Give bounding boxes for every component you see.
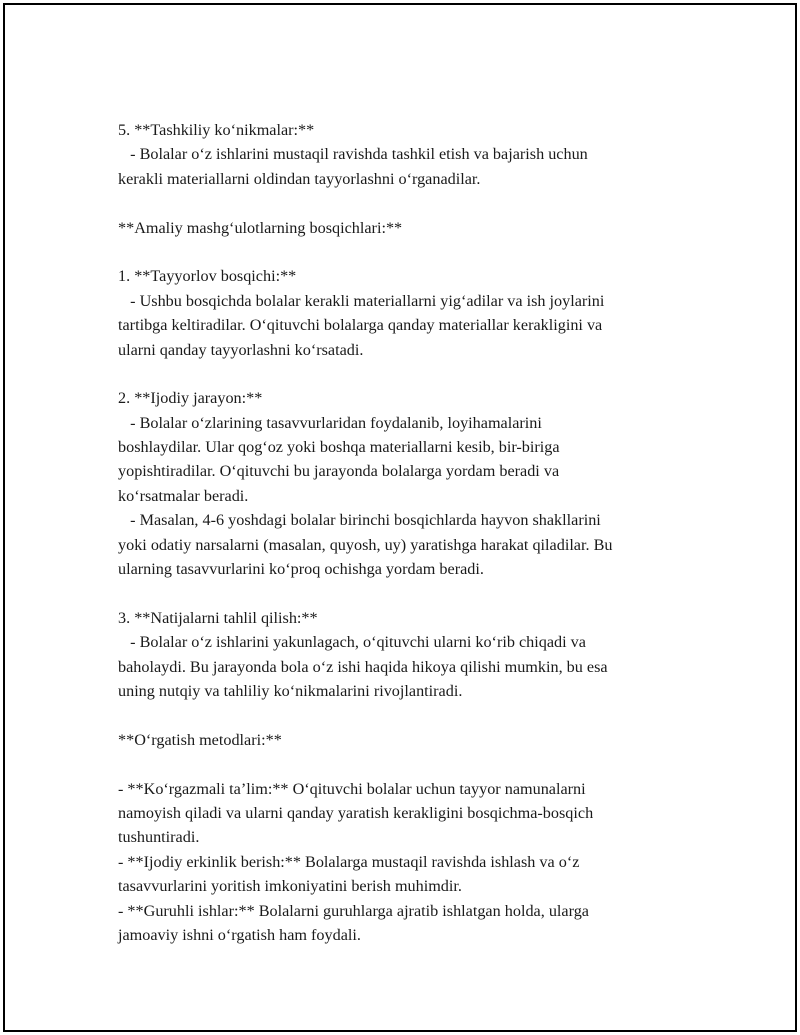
text-line: - **Ko‘rgazmali ta’lim:** O‘qituvchi bolalar uchun tayyor namunalarni (118, 779, 586, 798)
text-line: 5. **Tashkiliy ko‘nikmalar:** (118, 121, 315, 139)
text-block (118, 264, 698, 362)
text-line: uning nutqiy va tahliliy ko‘nikmalarini rivojlantiradi. (118, 681, 463, 700)
text-line: boshlaydilar. Ular qog‘oz yoki boshqa materiallarni kesib, bir-biriga (118, 438, 560, 457)
text-line: - Bolalar o‘zlarining tasavvurlaridan foydalanib, loyihamalarini (118, 413, 542, 432)
text-block (118, 606, 698, 704)
text-line: yoki odatiy narsalarni (masalan, quyosh, uy) yaratishga harakat qiladilar. Bu (118, 535, 613, 554)
text-line: **O‘rgatish metodlari:** (118, 730, 282, 749)
paragraph-gap (118, 581, 698, 605)
text-line: baholaydi. Bu jarayonda bola o‘z ishi haqida hikoya qilishi mumkin, bu esa (118, 657, 608, 676)
text-block (118, 386, 698, 581)
text-line: ularni qanday tayyorlashni ko‘rsatadi. (118, 340, 364, 359)
text-block (118, 777, 698, 948)
text-line: tushuntiradi. (118, 828, 200, 847)
text-line: - Bolalar o‘z ishlarini mustaqil ravishda tashkil etish va bajarish uchun (118, 145, 588, 164)
paragraph-gap (118, 752, 698, 776)
text-line: - **Ijodiy erkinlik berish:** Bolalarga mustaqil ravishda ishlash va o‘z (118, 852, 580, 871)
text-line: namoyish qiladi va ularni qanday yaratish kerakligini bosqichma-bosqich (118, 803, 594, 822)
text-block (118, 216, 698, 240)
paragraph-gap (118, 703, 698, 727)
text-line: 2. **Ijodiy jarayon:** (118, 389, 263, 408)
text-line: **Amaliy mashg‘ulotlarning bosqichlari:** (118, 218, 403, 237)
text-line: - **Guruhli ishlar:** Bolalarni guruhlarga ajratib ishlatgan holda, ularga (118, 901, 589, 920)
text-line: tartibga keltiradilar. O‘qituvchi bolalarga qanday materiallar kerakligini va (118, 316, 603, 335)
text-line: yopishtiradilar. O‘qituvchi bu jarayonda bolalarga yordam beradi va (118, 462, 560, 481)
paragraph-gap (118, 240, 698, 264)
text-line: kerakli materiallarni oldindan tayyorlashni o‘rganadilar. (118, 169, 481, 188)
paragraph-gap (118, 191, 698, 215)
text-line: - Masalan, 4-6 yoshdagi bolalar birinchi bosqichlarda hayvon shakllarini (118, 511, 601, 530)
paragraph-gap (118, 362, 698, 386)
text-line: ko‘rsatmalar beradi. (118, 486, 249, 505)
text-line: tasavvurlarini yoritish imkoniyatini berish muhimdir. (118, 877, 462, 896)
text-line: - Bolalar o‘z ishlarini yakunlagach, o‘qituvchi ularni ko‘rib chiqadi va (118, 633, 586, 652)
text-line: 3. **Natijalarni tahlil qilish:** (118, 608, 318, 627)
document-body (118, 118, 698, 947)
text-block (118, 728, 698, 752)
text-line: 1. **Tayyorlov bosqichi:** (118, 267, 297, 286)
text-line: - Ushbu bosqichda bolalar kerakli materiallarni yig‘adilar va ish joylarini (118, 291, 605, 310)
text-line: jamoaviy ishni o‘rgatish ham foydali. (118, 925, 361, 944)
text-block (118, 118, 698, 191)
text-line: ularning tasavvurlarini ko‘proq ochishga yordam beradi. (118, 560, 484, 579)
